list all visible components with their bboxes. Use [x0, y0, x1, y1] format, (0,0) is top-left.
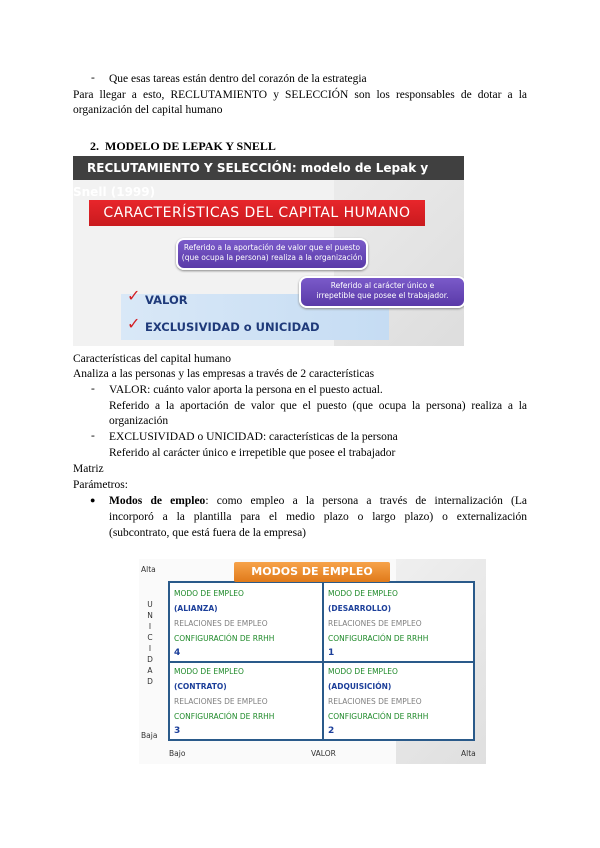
- cell-mode: MODO DE EMPLEO: [328, 667, 398, 676]
- bullet-dot: ●: [90, 495, 96, 505]
- parametros-label: Parámetros:: [73, 479, 128, 491]
- valor-callout-line2: (que ocupa la persona) realiza a la organización: [181, 253, 363, 262]
- section-heading: [90, 139, 276, 154]
- valor-detail-line2: organización: [109, 415, 169, 427]
- bullet-dash: -: [91, 383, 95, 395]
- modos-line1: [109, 494, 527, 509]
- valor-detail-line1: Referido a la aportación de valor que el puesto (que ocupa la persona) realiza a la: [109, 400, 527, 412]
- section-title: MODELO DE LEPAK Y SNELL: [105, 139, 276, 153]
- unicidad-callout: [299, 276, 464, 308]
- cell-adquisicion: [324, 664, 476, 738]
- image-caption: Características del capital humano: [73, 353, 232, 365]
- cell-type: (ADQUISICIÓN): [328, 682, 392, 691]
- cell-type: (DESARROLLO): [328, 604, 392, 613]
- cell-config: CONFIGURACIÓN DE RRHH: [328, 634, 429, 643]
- y-axis-low: Baja: [141, 731, 158, 740]
- check-icon: ✓: [127, 286, 141, 305]
- modos-line3: (subcontrato, que está fuera de la empresa): [109, 527, 307, 539]
- section-number: 2.: [90, 139, 99, 153]
- x-axis-high: Alta: [461, 749, 476, 758]
- cell-mode: MODO DE EMPLEO: [174, 667, 244, 676]
- cell-number: 3: [174, 726, 181, 736]
- cell-contrato: [170, 664, 322, 738]
- cell-type: (CONTRATO): [174, 682, 227, 691]
- x-axis-low: Bajo: [169, 749, 186, 758]
- modos-empleo-matrix: [139, 559, 486, 764]
- cell-relations: RELACIONES DE EMPLEO: [328, 697, 422, 706]
- intro-bullet-text: Que esas tareas están dentro del corazón de la estrategia: [109, 73, 367, 85]
- matrix-title: MODOS DE EMPLEO: [234, 562, 390, 582]
- matriz-label: Matriz: [73, 463, 104, 475]
- cell-alianza: [170, 586, 322, 660]
- cell-number: 1: [328, 648, 335, 658]
- y-letter: N: [147, 611, 153, 620]
- bullet-dash: -: [91, 430, 95, 442]
- y-letter: I: [148, 622, 152, 631]
- cell-relations: RELACIONES DE EMPLEO: [174, 619, 268, 628]
- cell-config: CONFIGURACIÓN DE RRHH: [174, 712, 275, 721]
- cell-relations: RELACIONES DE EMPLEO: [328, 619, 422, 628]
- cell-config: CONFIGURACIÓN DE RRHH: [328, 712, 429, 721]
- valor-callout: [176, 238, 368, 270]
- y-letter: D: [147, 655, 153, 664]
- y-letter: D: [147, 677, 153, 686]
- exclusividad-detail: Referido al carácter único e irrepetible que posee el trabajador: [109, 447, 396, 459]
- capital-humano-slide: [73, 156, 464, 346]
- cell-number: 4: [174, 648, 181, 658]
- y-letter: I: [148, 644, 152, 653]
- matrix-grid: [168, 581, 475, 741]
- unicidad-callout-line1: Referido al carácter único e: [330, 281, 435, 290]
- cell-desarrollo: [324, 586, 476, 660]
- cell-relations: RELACIONES DE EMPLEO: [174, 697, 268, 706]
- x-axis-label: VALOR: [311, 749, 336, 758]
- exclusividad-label: EXCLUSIVIDAD o UNICIDAD: [145, 320, 320, 334]
- cell-number: 2: [328, 726, 335, 736]
- modos-line2: incorporó a la plantilla para el medio plazo o largo plazo) o externalización: [109, 511, 527, 523]
- valor-callout-line1: Referido a la aportación de valor que el puesto: [183, 243, 361, 252]
- cell-config: CONFIGURACIÓN DE RRHH: [174, 634, 275, 643]
- slide-header: RECLUTAMIENTO Y SELECCIÓN: modelo de Lepak y Snell (1999): [73, 156, 464, 180]
- y-letter: U: [147, 600, 153, 609]
- cell-mode: MODO DE EMPLEO: [328, 589, 398, 598]
- intro-paragraph-line2: organización del capital humano: [73, 104, 223, 116]
- exclusividad-line: EXCLUSIVIDAD o UNICIDAD: características de la persona: [109, 431, 398, 443]
- modos-bold: Modos de empleo: [109, 495, 206, 507]
- cell-type: (ALIANZA): [174, 604, 218, 613]
- cell-mode: MODO DE EMPLEO: [174, 589, 244, 598]
- bullet-dash: -: [91, 72, 95, 84]
- valor-label: VALOR: [145, 293, 188, 307]
- slide-red-banner: CARACTERÍSTICAS DEL CAPITAL HUMANO: [89, 200, 425, 226]
- y-letter: C: [147, 633, 153, 642]
- unicidad-callout-line2: irrepetible que posee el trabajador.: [316, 291, 449, 300]
- analyze-text: Analiza a las personas y las empresas a través de 2 características: [73, 368, 375, 380]
- y-letter: A: [147, 666, 153, 675]
- intro-paragraph-line1: Para llegar a esto, RECLUTAMIENTO y SELECCIÓN son los responsables de dotar a la: [73, 89, 527, 101]
- check-icon: ✓: [127, 314, 141, 333]
- y-axis-high: Alta: [141, 565, 156, 574]
- valor-line: VALOR: cuánto valor aporta la persona en el puesto actual.: [109, 384, 383, 396]
- y-axis-label: [145, 599, 155, 687]
- grid-horizontal-divider: [170, 661, 473, 663]
- modos-line1-text: : como empleo a la persona a través de internalización (La: [205, 495, 528, 507]
